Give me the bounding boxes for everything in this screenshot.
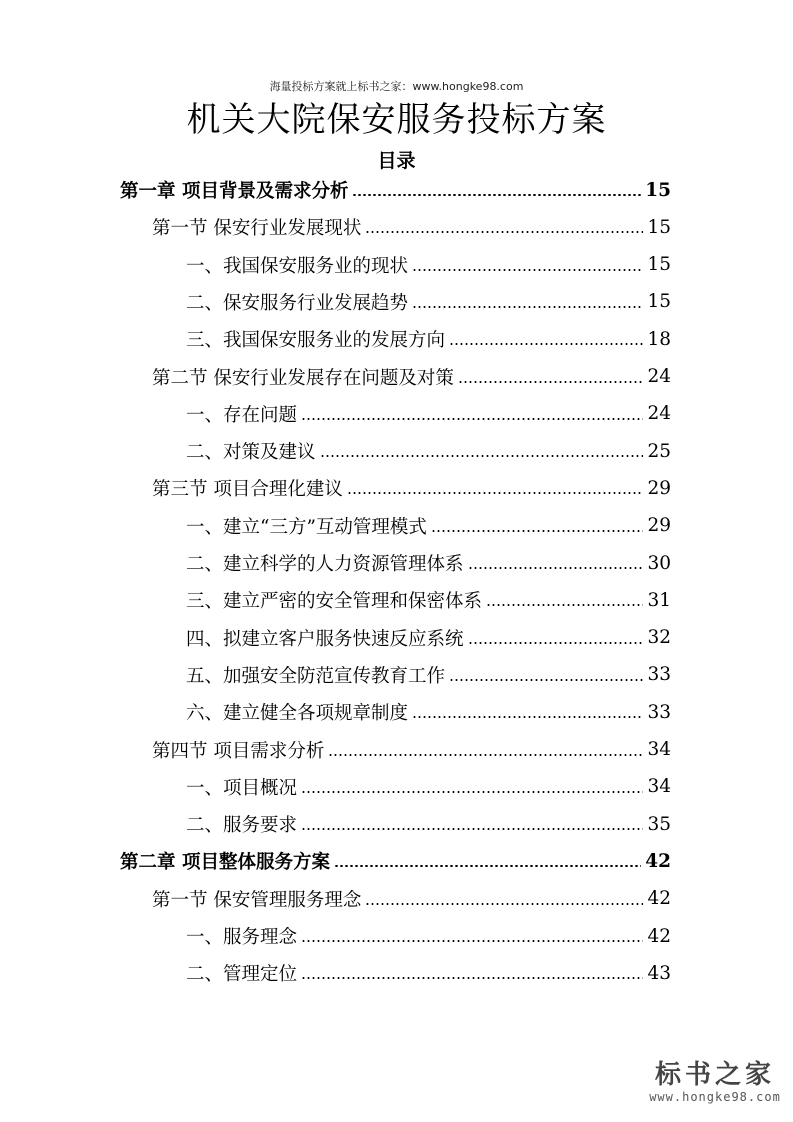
toc-entry[interactable] [186, 585, 671, 615]
toc-entry-page: 34 [647, 776, 671, 798]
toc-entry-page: 15 [645, 179, 671, 201]
toc-entry-page: 15 [647, 291, 671, 313]
toc-entry[interactable] [186, 809, 671, 839]
toc-entry-page: 33 [647, 664, 671, 686]
toc-entry-title: 三、我国保安服务业的发展方向 [186, 330, 446, 352]
dot-leader [412, 306, 643, 308]
toc-entry-title: 二、服务要求 [186, 815, 298, 837]
dot-leader [468, 642, 644, 644]
toc-entry-page: 43 [647, 962, 671, 984]
toc-entry-page: 15 [647, 254, 671, 276]
toc-entry[interactable] [186, 324, 671, 354]
dot-leader [365, 231, 643, 233]
toc-entry[interactable] [186, 623, 671, 653]
document-title: 机关大院保安服务投标方案 [186, 100, 607, 140]
toc-entry-title: 第四节 项目需求分析 [152, 740, 325, 762]
toc-entry-page: 24 [647, 366, 671, 387]
toc-entry-page: 35 [647, 813, 671, 835]
toc-entry[interactable] [186, 548, 671, 578]
dot-leader [412, 269, 643, 271]
toc-entry-title: 第一节 保安管理服务理念 [152, 889, 362, 911]
toc-entry[interactable] [186, 399, 671, 429]
brand-watermark [640, 1060, 790, 1104]
toc-entry-title: 二、建立科学的人力资源管理体系 [186, 554, 464, 575]
dot-leader [301, 977, 643, 979]
dot-leader [328, 754, 643, 756]
dot-leader [301, 418, 643, 420]
dot-leader [486, 604, 643, 606]
toc-entry[interactable] [186, 511, 671, 541]
toc-heading: 目录 [377, 150, 416, 172]
toc-entry[interactable] [186, 921, 671, 951]
toc-entry-title: 一、服务理念 [186, 927, 298, 948]
toc-entry[interactable] [186, 436, 671, 466]
toc-entry-title: 四、拟建立客户服务快速反应系统 [186, 628, 464, 650]
toc-entry-title: 三、建立严密的安全管理和保密体系 [186, 591, 483, 613]
toc-entry-page: 42 [647, 925, 671, 947]
toc-entry-title: 二、对策及建议 [186, 442, 316, 464]
toc-entry-page: 42 [647, 888, 671, 910]
toc-entry-page: 31 [647, 589, 671, 611]
dot-leader [347, 492, 644, 494]
toc-entry-page: 15 [647, 216, 671, 238]
toc-entry[interactable] [152, 473, 671, 503]
toc-entry-title: 第二节 保安行业发展存在问题及对策 [152, 367, 454, 389]
toc-entry-title: 二、保安服务行业发展趋势 [186, 292, 409, 314]
dot-leader [449, 343, 643, 345]
toc-entry[interactable] [186, 660, 671, 690]
dot-leader [468, 567, 644, 569]
toc-entry[interactable] [186, 958, 671, 988]
toc-entry-page: 30 [647, 552, 671, 574]
dot-leader [352, 194, 641, 196]
toc-entry[interactable] [186, 697, 671, 727]
toc-entry-page: 32 [647, 627, 671, 649]
toc-entry[interactable] [152, 362, 671, 392]
toc-entry-title: 第一章 项目背景及需求分析 [120, 181, 349, 202]
toc-entry[interactable] [120, 175, 671, 205]
toc-entry-page: 33 [647, 701, 671, 723]
toc-entry-page: 24 [647, 403, 671, 425]
toc-entry[interactable] [120, 846, 671, 876]
toc-entry-page: 25 [647, 440, 671, 462]
toc-entry-title: 一、项目概况 [186, 777, 298, 799]
toc-entry-page: 42 [645, 850, 671, 872]
dot-leader [449, 679, 643, 681]
toc-entry-title: 一、我国保安服务业的现状 [186, 255, 409, 277]
toc-entry[interactable] [152, 212, 671, 242]
toc-entry[interactable] [186, 287, 671, 317]
toc-entry[interactable] [152, 735, 671, 765]
toc-entry-title: 二、管理定位 [186, 964, 298, 986]
dot-leader [458, 381, 644, 383]
toc-entry[interactable] [186, 772, 671, 802]
toc-entry-page: 29 [647, 515, 671, 537]
toc-entry[interactable] [186, 250, 671, 280]
header-note: 海量投标方案就上标书之家：www.hongke98.com [269, 80, 524, 93]
toc-entry-title: 一、建立“三方”互动管理模式 [186, 516, 427, 538]
toc-entry-title: 五、加强安全防范宣传教育工作 [186, 665, 446, 687]
dot-leader [431, 530, 644, 532]
toc-entry-title: 一、存在问题 [186, 404, 298, 426]
toc-entry-title: 第三节 项目合理化建议 [152, 479, 343, 501]
dot-leader [412, 716, 643, 718]
dot-leader [365, 903, 643, 905]
dot-leader [301, 791, 643, 793]
dot-leader [334, 865, 641, 867]
dot-leader [301, 828, 643, 830]
dot-leader [320, 455, 644, 457]
brand-name: 标书之家 [654, 1060, 775, 1090]
dot-leader [301, 940, 643, 942]
toc-entry-title: 第二章 项目整体服务方案 [120, 852, 330, 874]
toc-entry[interactable] [152, 884, 671, 914]
toc-entry-title: 第一节 保安行业发展现状 [152, 218, 362, 240]
toc-entry-title: 六、建立健全各项规章制度 [186, 703, 409, 725]
toc-entry-page: 29 [647, 477, 671, 499]
toc-entry-page: 34 [647, 739, 671, 760]
brand-url: www.hongke98.com [649, 1090, 781, 1104]
toc-entry-page: 18 [647, 328, 671, 350]
